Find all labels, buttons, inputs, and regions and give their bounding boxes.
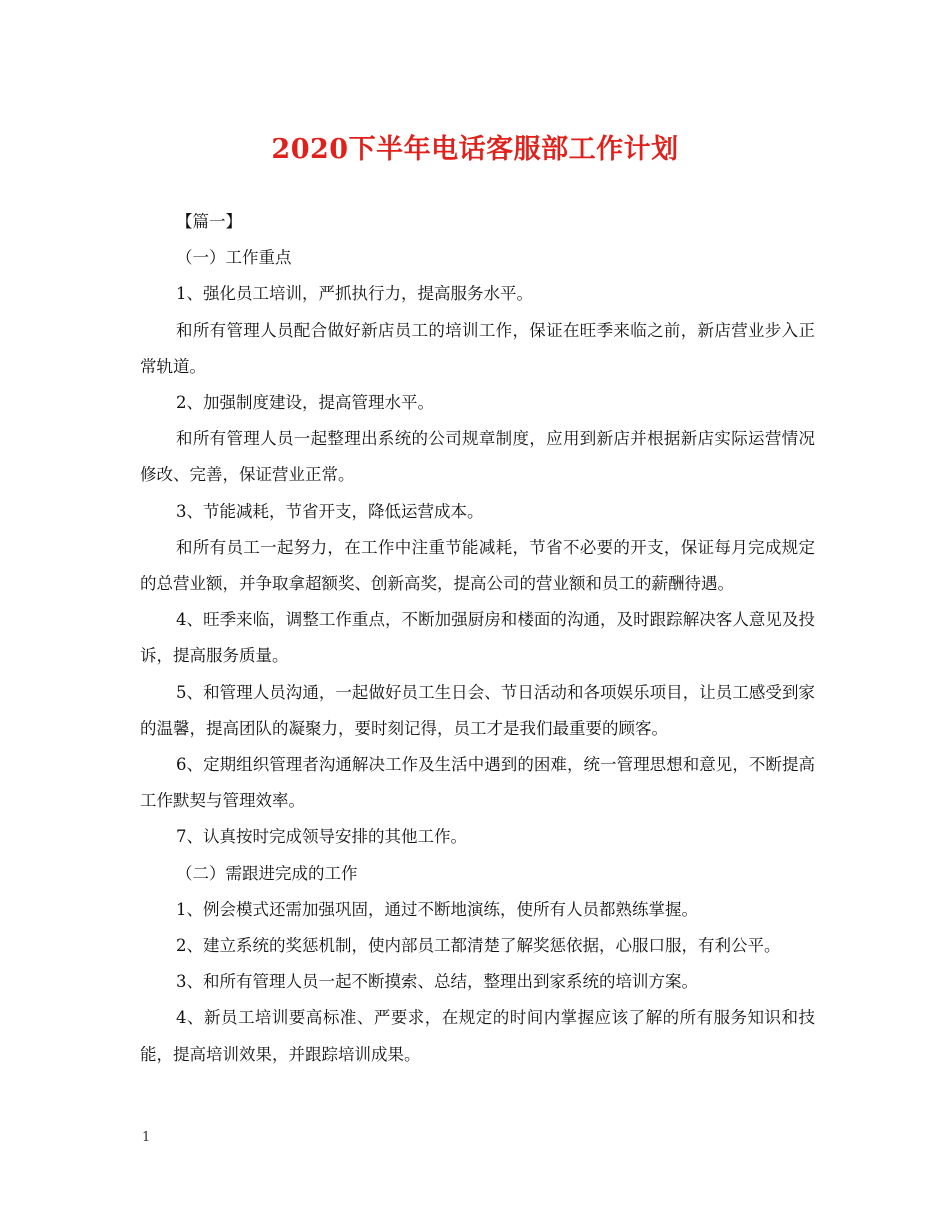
paragraph: 2、建立系统的奖惩机制，使内部员工都清楚了解奖惩依据，心服口服，有利公平。 — [176, 936, 781, 956]
paragraph: 5、和管理人员沟通，一起做好员工生日会、节日活动和各项娱乐项目，让员工感受到家的温馨，提高团队的凝聚力，要时刻记得，员工才是我们最重要的顾客。 — [140, 682, 815, 738]
paragraph: 和所有管理人员一起整理出系统的公司规章制度，应用到新店并根据新店实际运营情况修改、完善，保证营业正常。 — [140, 429, 815, 485]
paragraph: 3、和所有管理人员一起不断摸索、总结，整理出到家系统的培训方案。 — [176, 972, 698, 992]
paragraph: 和所有员工一起努力，在工作中注重节能减耗，节省不必要的开支，保证每月完成规定的总营业额，并争取拿超额奖、创新高奖，提高公司的营业额和员工的薪酬待遇。 — [140, 537, 815, 594]
document-title: 2020下半年电话客服部工作计划 — [271, 134, 679, 165]
paragraph: 7、认真按时完成领导安排的其他工作。 — [176, 827, 467, 847]
paragraph: 和所有管理人员配合做好新店员工的培训工作，保证在旺季来临之前，新店营业步入正常轨道。 — [140, 320, 815, 376]
paragraph: 3、节能减耗，节省开支，降低运营成本。 — [176, 501, 484, 521]
part-label: 【篇一】 — [176, 212, 242, 231]
paragraph: 1、例会模式还需加强巩固，通过不断地演练，使所有人员都熟练掌握。 — [176, 899, 698, 919]
page-number: 1 — [142, 1130, 151, 1145]
paragraph: 4、旺季来临，调整工作重点，不断加强厨房和楼面的沟通，及时跟踪解决客人意见及投诉，提高服务质量。 — [140, 610, 815, 666]
paragraph: 4、新员工培训要高标准、严要求，在规定的时间内掌握应该了解的所有服务知识和技能，提高培训效果，并跟踪培训成果。 — [140, 1008, 815, 1064]
paragraph: 6、定期组织管理者沟通解决工作及生活中遇到的困难，统一管理思想和意见，不断提高工作默契与管理效率。 — [140, 755, 815, 811]
paragraph: 1、强化员工培训，严抓执行力，提高服务水平。 — [176, 284, 533, 304]
section-heading-2: （二）需跟进完成的工作 — [176, 863, 358, 883]
paragraph: 2、加强制度建设，提高管理水平。 — [176, 393, 434, 413]
document-body — [140, 204, 815, 1073]
section-heading-1: （一）工作重点 — [176, 248, 292, 268]
